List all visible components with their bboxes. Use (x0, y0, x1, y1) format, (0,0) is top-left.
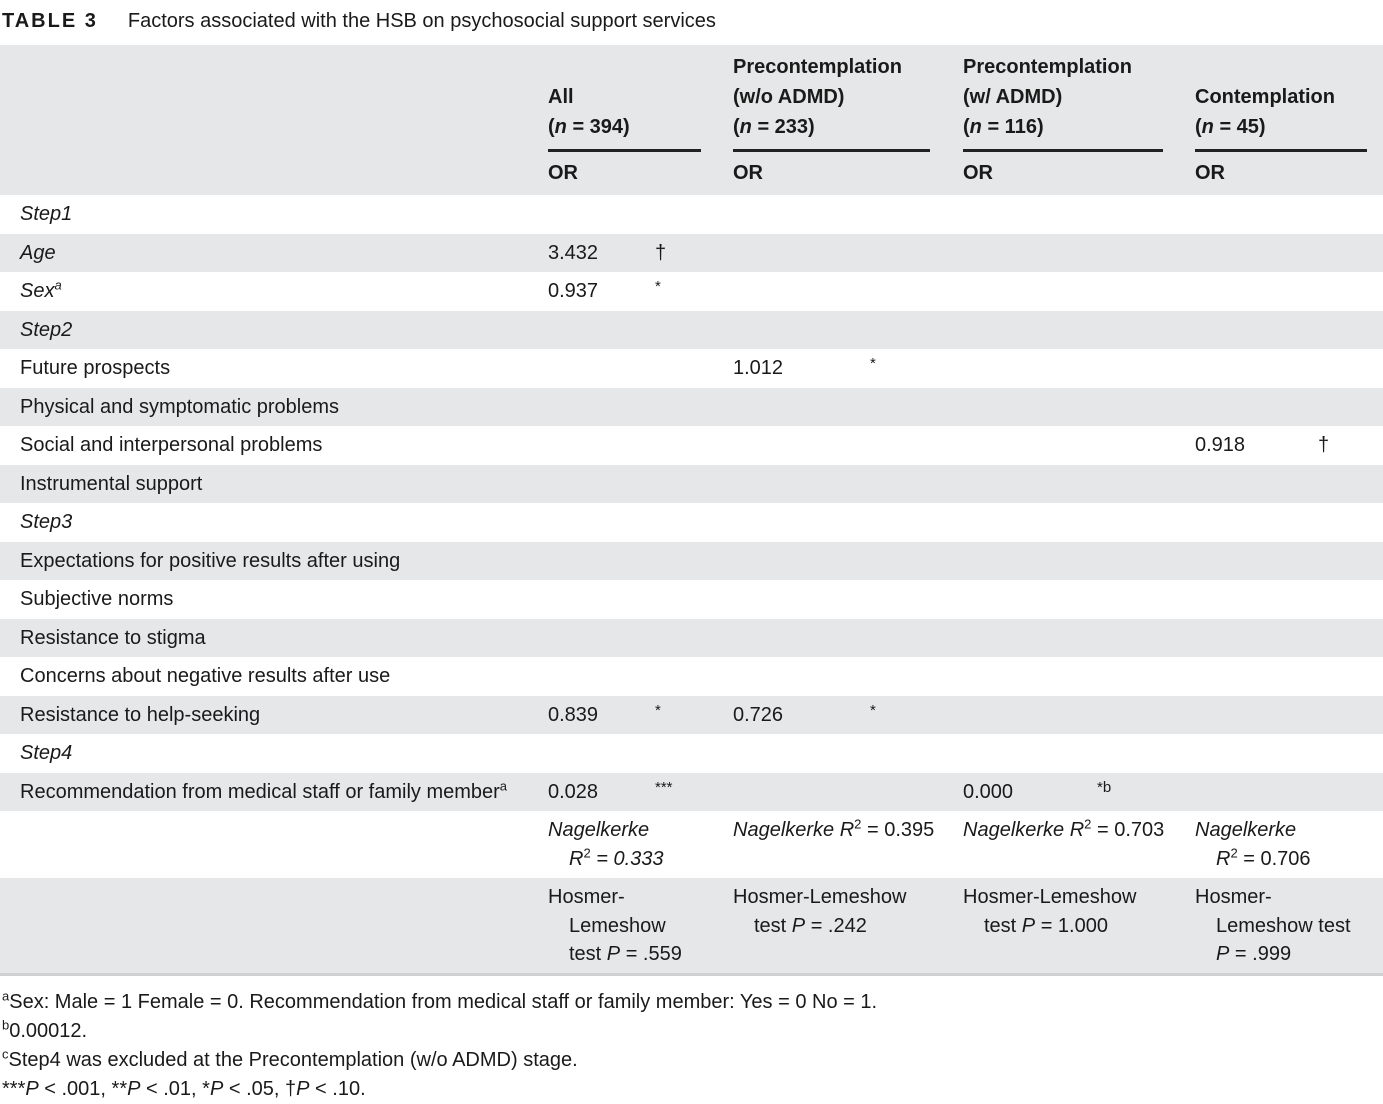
significance-marker: * (870, 701, 876, 719)
row-label: Instrumental support (20, 472, 203, 495)
row-label: Future prospects (20, 357, 171, 379)
nagelkerke-value (963, 816, 1164, 845)
footnote-marker: a (2, 988, 10, 1004)
footnote: $^c$Step4 was excluded at the Precontemplation (w/o ADMD) stage. (2, 1046, 578, 1071)
table-row (0, 619, 1383, 658)
or-value: 0.937 (548, 280, 599, 302)
hosmer-lemeshow-value (548, 883, 682, 969)
nagelkerke-label: Nagelkerke (548, 819, 650, 841)
nagelkerke-line: Nagelkerke $R^2 = 0.703$ (963, 816, 1165, 841)
footnote: $^b$0.00012. (2, 1017, 88, 1042)
footnote: ***P < .001, **P < .01, *P < .05, †P < .10. (2, 1078, 366, 1100)
r-symbol: R (569, 847, 584, 870)
footnote-marker: c (2, 1046, 9, 1062)
column-header-line (1195, 52, 1335, 82)
column-n: (n = 394) (548, 116, 630, 138)
hosmer-line: Hosmer- (1195, 886, 1272, 908)
column-header-line: All (548, 86, 574, 108)
hosmer-lemeshow-row (0, 878, 1383, 973)
exponent: 2 (583, 844, 591, 860)
or-value: 0.726 (733, 703, 784, 726)
table-row (0, 195, 1383, 234)
row-label: Subjective norms (20, 588, 174, 610)
row-label: Recommendation from medical staff or family member$^a$ (20, 777, 508, 803)
row-label: Concerns about negative results after use (20, 665, 391, 687)
nagelkerke-value (548, 816, 664, 873)
column-rule (963, 149, 1163, 152)
p-symbol: P (1021, 914, 1036, 937)
column-n: (n = 116) (963, 116, 1044, 138)
stat-header-or: OR (548, 162, 578, 184)
nagelkerke-line (548, 845, 664, 874)
column-header-line: Contemplation (1195, 86, 1335, 108)
n-variable: n (739, 116, 752, 138)
table-row (0, 426, 1383, 465)
row-label: Sex$^a$ (20, 277, 62, 302)
hosmer-lemeshow-value (1195, 883, 1351, 969)
column-n: (n = 45) (1195, 116, 1266, 138)
table-label: TABLE 3 (2, 9, 98, 32)
exponent: 2 (1084, 816, 1092, 832)
column-rule (548, 149, 701, 152)
or-value: 3.432 (548, 241, 599, 264)
table-row (0, 542, 1383, 581)
row-label: Step1 (20, 203, 73, 225)
significance-marker: † (655, 241, 667, 264)
column-rule (1195, 149, 1367, 152)
p-symbol: P (606, 943, 621, 965)
significance-marker: *** (655, 778, 673, 796)
n-variable: n (1201, 116, 1214, 138)
or-value: 0.028 (548, 780, 599, 803)
table-row (0, 696, 1383, 735)
stat-header-or: OR (733, 162, 763, 184)
column-n: (n = 233) (733, 116, 815, 138)
r-symbol: R (1216, 847, 1231, 870)
or-value: 0.000 (963, 780, 1014, 803)
table-row (0, 734, 1383, 773)
column-header-line (548, 52, 630, 82)
hosmer-line: Lemeshow test (1216, 914, 1351, 937)
row-label: Step2 (20, 318, 73, 341)
hosmer-line: test P = .559 (569, 943, 682, 965)
p-symbol: P (25, 1078, 39, 1100)
p-symbol: P (127, 1078, 141, 1100)
row-label: Social and interpersonal problems (20, 434, 323, 456)
nagelkerke-value (1195, 816, 1311, 873)
table-row (0, 465, 1383, 504)
table-row (0, 773, 1383, 812)
significance-marker: * (655, 701, 661, 719)
p-symbol: P (209, 1078, 224, 1100)
p-symbol: P (1216, 943, 1230, 965)
nagelkerke-line (1195, 816, 1311, 845)
exponent: 2 (1230, 844, 1238, 860)
p-symbol: P (296, 1078, 310, 1100)
hosmer-line: Hosmer-Lemeshow (733, 886, 907, 908)
nagelkerke-line: Nagelkerke $R^2 = 0.395$ (733, 816, 935, 841)
p-symbol: P (791, 914, 806, 937)
column-header-line: Precontemplation (733, 56, 902, 78)
row-label: Resistance to stigma (20, 626, 206, 649)
stat-header-or: OR (963, 162, 993, 184)
significance-marker: *b (1097, 778, 1112, 796)
n-variable: n (554, 116, 567, 138)
row-label: Resistance to help-seeking (20, 703, 261, 726)
n-variable: n (969, 116, 982, 138)
footnote-marker: a (499, 777, 508, 793)
stat-header-or: OR (1195, 162, 1225, 184)
column-header (548, 52, 630, 142)
table-bottom-rule (0, 973, 1383, 976)
or-value: 0.839 (548, 703, 599, 726)
column-header-line: Precontemplation (963, 56, 1132, 78)
hosmer-lemeshow-value (733, 883, 906, 940)
hosmer-line: Hosmer- (548, 886, 625, 908)
column-header-line: (w/ ADMD) (963, 86, 1063, 108)
hosmer-lemeshow-value (963, 883, 1136, 940)
r2-value: = 0.706 (1237, 847, 1311, 870)
or-value: 1.012 (733, 357, 784, 379)
nagelkerke-row (0, 811, 1383, 878)
nagelkerke-label: Nagelkerke R (963, 819, 1085, 841)
footnote: $^a$Sex: Male = 1 Female = 0. Recommendation from medical staff or family member: Yes = 0 No = 1. (2, 988, 878, 1013)
column-header (733, 52, 902, 142)
table-footnotes (2, 988, 877, 1104)
table-row (0, 503, 1383, 542)
column-header (1195, 52, 1335, 142)
row-label: Age (20, 241, 56, 264)
row-label: Physical and symptomatic problems (20, 395, 340, 418)
table-row (0, 234, 1383, 273)
nagelkerke-line (1195, 845, 1311, 874)
table-row (0, 580, 1383, 619)
row-label: Step3 (20, 511, 73, 533)
table-row (0, 349, 1383, 388)
column-rule (733, 149, 930, 152)
r2-value: = 0.333 (590, 847, 664, 870)
nagelkerke-value (733, 816, 934, 845)
nagelkerke-label: Nagelkerke (1195, 819, 1297, 841)
hosmer-line: Hosmer-Lemeshow (963, 886, 1137, 908)
table-row (0, 272, 1383, 311)
footnote-marker: b (2, 1017, 10, 1033)
significance-marker: † (1318, 434, 1330, 456)
significance-marker: * (655, 278, 661, 295)
row-label: Step4 (20, 742, 73, 764)
significance-marker: * (870, 355, 876, 372)
exponent: 2 (854, 816, 862, 832)
column-header (963, 52, 1132, 142)
or-value: 0.918 (1195, 434, 1246, 456)
hosmer-line: P = .999 (1216, 943, 1292, 965)
table-caption (2, 6, 716, 36)
hosmer-line: Lemeshow (569, 914, 666, 937)
table-header (0, 45, 1383, 195)
table-row (0, 388, 1383, 427)
footnote-marker: a (54, 277, 62, 293)
table-row (0, 657, 1383, 696)
column-header-line: (w/o ADMD) (733, 86, 845, 108)
nagelkerke-label: Nagelkerke R (733, 819, 855, 841)
table-title: Factors associated with the HSB on psychosocial support services (127, 9, 716, 32)
row-label: Expectations for positive results after using (20, 549, 401, 572)
table-row (0, 311, 1383, 350)
hosmer-line: test P = 1.000 (984, 914, 1108, 937)
hosmer-line: test P = .242 (754, 914, 867, 937)
nagelkerke-line (548, 816, 664, 845)
